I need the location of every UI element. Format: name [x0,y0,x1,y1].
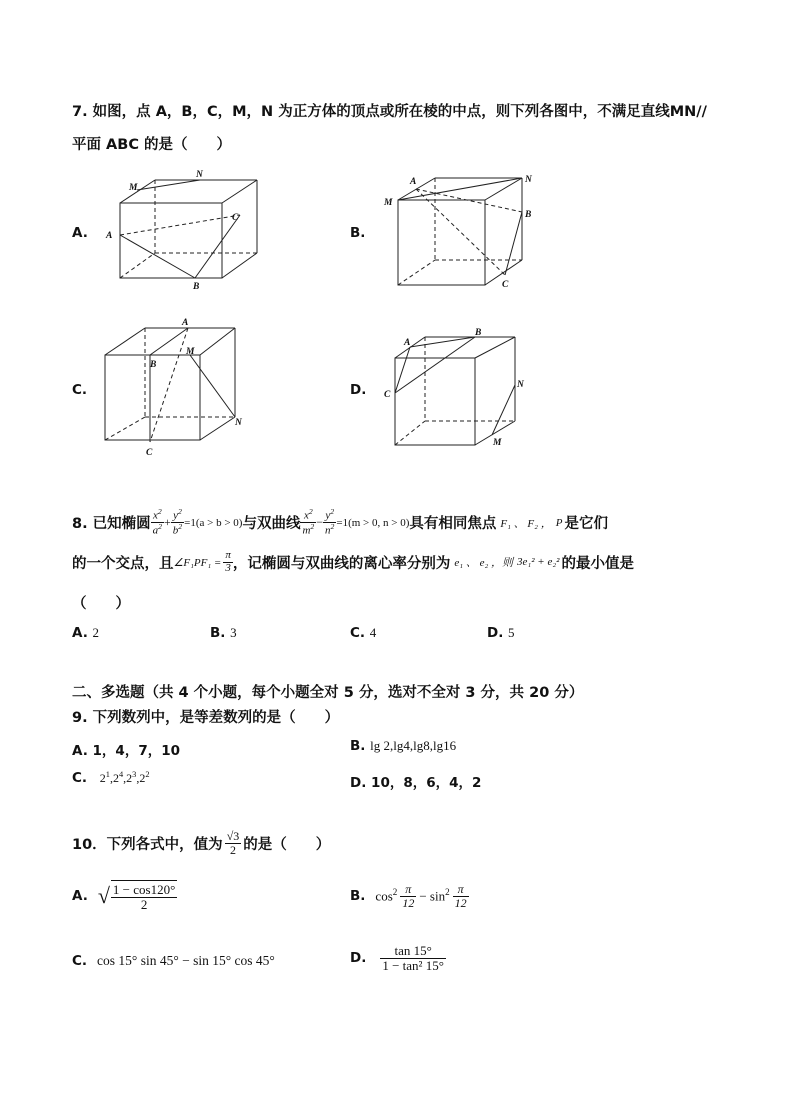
q8-ecc: e₁ 、 e₂ ，则 [454,557,514,570]
q10-a-frac: $\frac{1 - \cos 120^\circ}{2}$ [112,882,176,912]
fig-c-label-n: N [235,418,242,428]
q8-ellipse-rhs: =1(a > b > 0) [184,516,243,529]
q8-ellipse-frac-y: $\frac{y^2}{b^2}$ [172,507,183,537]
q8-foci: F₁ 、 F₂ ， [500,517,552,530]
q8-p: P [555,516,563,529]
fig-b-label-m: M [384,198,393,208]
q8-hyperbola-frac-x: $\frac{x^2}{m^2}$ [302,507,315,537]
q8-line2-a: 的一个交点，且 [72,555,174,572]
q10-b-frac1: $\frac{\pi}{12}$ [402,882,415,910]
q8-line2-c: 的最小值是 [561,555,634,572]
fig-b-label-c: C [502,280,509,290]
q8-mid: 与双曲线 [242,516,301,533]
q7-figure-c [100,315,250,460]
q8-tail: 是它们 [564,516,608,533]
fig-a-label-c: C [232,213,239,223]
q10-stem: 10．下列各式中，值为 $\frac{√3}{2}$ 的是（ ） [72,829,331,857]
q10-d-frac: $\frac{\tan 15^\circ}{\text{1 − tan² 15°}}$ [382,943,444,973]
q8-stem-line3: （ ） [72,596,130,612]
q9-option-a[interactable]: A. 1，4，7，10 [72,743,180,759]
fig-a-label-n: N [196,170,203,180]
q8-prefix: 8. 已知椭圆 [72,516,151,533]
q8-option-c[interactable]: C. 4 [350,625,377,641]
section-2-title: 二、多选题（共 4 个小题，每个小题全对 5 分，选对不全对 3 分，共 20 分） [72,685,584,701]
fig-a-label-m: M [129,183,138,193]
q8-angle-frac: $\frac{\pi}{3}$ [225,549,231,574]
q8-stem-line2 [72,550,634,574]
q9-option-b[interactable]: B. lg 2,lg4,lg8,lg16 [350,738,457,754]
q8-expr: 3e₁² + e₂² [517,556,560,569]
q8-stem-line1: 8. 已知椭圆 $\frac{x^2}{a^2}$ + $\frac{y^2}{b^2}$ =1(a > b > 0) 与双曲线 $\frac{x^2}{m^2}$ − $\frac{y^2}{n^2}$ =1(m > 0, n > 0) 具有相同焦点 F₁ 、 F₂ ， P 是它们 [72,507,608,537]
q9-option-d[interactable]: D. 10，8，6，4，2 [350,775,482,791]
fig-c-label-c: C [146,448,153,458]
q8-option-a[interactable]: A. 2 [72,625,100,641]
q7-option-d-label: D. [350,382,367,398]
q8-option-d[interactable]: D. 5 [487,625,515,641]
fig-c-label-m: M [186,347,195,357]
fig-c-label-b: B [150,360,157,370]
q8-angle: ∠F₁PF₁ = [173,556,222,569]
q10-option-d[interactable]: D. $\frac{\tan 15^\circ}{\text{1 − tan² 15°}}$ [350,943,444,973]
q7-figure-b [380,170,540,295]
q7-figure-d [380,325,540,455]
q10-option-b[interactable]: B. $\cos^2$ $\frac{\pi}{12}$ − $\sin^2$ $\frac{\pi}{12}$ [350,882,467,910]
fig-a-label-a: A [106,231,113,241]
fig-d-label-m: M [493,438,502,448]
q7-option-a-label: A. [72,225,88,241]
q8-line2-b: ，记椭圆与双曲线的离心率分别为 [232,555,451,572]
q9-stem: 9. 下列数列中，是等差数列的是（ ） [72,710,340,726]
fig-d-label-b: B [475,328,482,338]
q7-figure-a [100,165,250,295]
fig-c-label-a: A [182,318,189,328]
q8-hyperbola-frac-y: $\frac{y^2}{n^2}$ [325,507,335,537]
q7-option-b-label: B. [350,225,366,241]
fig-d-label-n: N [517,380,524,390]
q8-hyperbola-rhs: =1(m > 0, n > 0) [336,516,410,529]
fig-b-label-a: A [410,177,417,187]
fig-a-label-b: B [193,282,200,292]
q8-option-b[interactable]: B. 3 [210,625,237,641]
fig-d-label-c: C [384,390,391,400]
q10-stem-frac: $\frac{√3}{2}$ [226,829,240,857]
fig-b-label-b: B [525,210,532,220]
q8-ellipse-frac-x: $\frac{x^2}{a^2}$ [152,507,162,537]
q10-option-a[interactable]: A. √ $\frac{1 - \cos 120^\circ}{2}$ [72,882,176,912]
q7-stem-line2: 平面 ABC 的是（ ） [72,137,232,153]
q9-option-c[interactable]: C. $2^1,2^4,2^3,2^2$ [72,770,150,786]
q7-option-c-label: C. [72,382,88,398]
q10-b-frac2: $\frac{\pi}{12}$ [454,882,467,910]
q8-suffix: 具有相同焦点 [409,516,497,533]
q10-option-c[interactable]: C. cos 15° sin 45° − sin 15° cos 45° [72,953,275,969]
fig-d-label-a: A [404,338,411,348]
q7-stem-line1: 7. 如图，点 A，B，C，M，N 为正方体的顶点或所在棱的中点，则下列各图中，不满足直线MN// [72,104,707,120]
fig-b-label-n: N [525,175,532,185]
